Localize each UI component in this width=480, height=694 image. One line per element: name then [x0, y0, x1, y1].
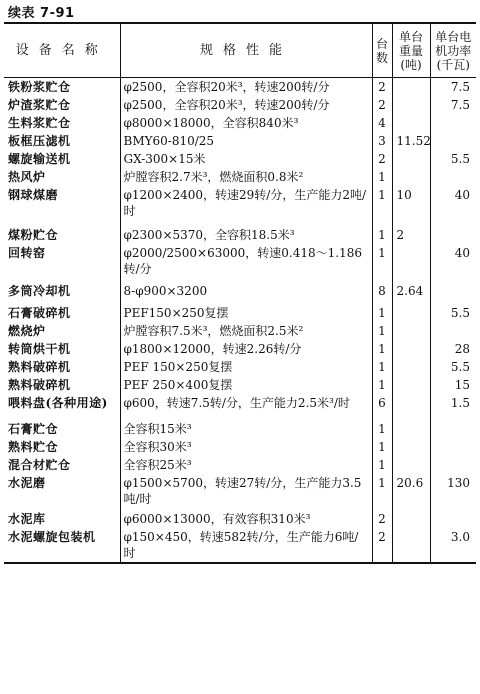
- cell-power: 130: [430, 474, 476, 508]
- cell-weight: [392, 114, 430, 132]
- cell-spec: φ1800×12000，转速2.26转/分: [120, 340, 372, 358]
- cell-spec: 全容积30米³: [120, 438, 372, 456]
- cell-power: [430, 168, 476, 186]
- cell-count: 1: [372, 438, 392, 456]
- cell-power: 40: [430, 244, 476, 278]
- table-row: [4, 376, 476, 394]
- header-name: 设备名称: [4, 23, 120, 78]
- cell-power: 5.5: [430, 358, 476, 376]
- cell-weight: [392, 376, 430, 394]
- table-row: [4, 412, 476, 438]
- header-spec: 规格性能: [120, 23, 372, 78]
- cell-power: [430, 456, 476, 474]
- table-row: [4, 358, 476, 376]
- cell-spec: φ2300×5370，全容积18.5米³: [120, 220, 372, 244]
- table-row: [4, 340, 476, 358]
- cell-name: 钢球煤磨: [8, 188, 59, 202]
- cell-name: 熟料贮仓: [8, 440, 59, 454]
- cell-weight: [392, 412, 430, 438]
- cell-count: 1: [372, 186, 392, 220]
- header-row: [4, 23, 476, 78]
- cell-weight: 2.64: [392, 278, 430, 300]
- cell-count: 6: [372, 394, 392, 412]
- cell-weight: [392, 528, 430, 563]
- cell-spec: 炉膛容积7.5米³，燃烧面积2.5米²: [120, 322, 372, 340]
- cell-weight: [392, 168, 430, 186]
- cell-weight: [392, 508, 430, 528]
- cell-power: [430, 438, 476, 456]
- table-row: [4, 456, 476, 474]
- table-row: [4, 474, 476, 508]
- cell-weight: [392, 96, 430, 114]
- cell-name: 转筒烘干机: [8, 342, 71, 356]
- table-row: [4, 132, 476, 150]
- cell-weight: [392, 150, 430, 168]
- header-weight: 单台重量(吨): [392, 23, 430, 78]
- cell-name: 螺旋输送机: [8, 152, 71, 166]
- cell-power: 5.5: [430, 150, 476, 168]
- cell-name: 水泥磨: [8, 476, 46, 490]
- cell-power: 5.5: [430, 300, 476, 322]
- cell-spec: 8-φ900×3200: [120, 278, 372, 300]
- cell-name: 燃烧炉: [8, 324, 46, 338]
- cell-power: [430, 132, 476, 150]
- cell-count: 8: [372, 278, 392, 300]
- cell-count: 2: [372, 96, 392, 114]
- table-caption: 续表 7-91: [8, 6, 75, 21]
- cell-power: [430, 278, 476, 300]
- cell-weight: [392, 244, 430, 278]
- cell-spec: φ1200×2400，转速29转/分，生产能力2吨/时: [120, 186, 372, 220]
- cell-spec: φ1500×5700，转速27转/分，生产能力3.5吨/时: [120, 474, 372, 508]
- cell-count: 1: [372, 340, 392, 358]
- cell-name: 熟料破碎机: [8, 360, 71, 374]
- cell-spec: 全容积15米³: [120, 412, 372, 438]
- cell-power: 1.5: [430, 394, 476, 412]
- cell-power: 28: [430, 340, 476, 358]
- cell-weight: [392, 300, 430, 322]
- cell-spec: BMY60-810/25: [120, 132, 372, 150]
- table-row: [4, 150, 476, 168]
- cell-spec: φ8000×18000，全容积840米³: [120, 114, 372, 132]
- table-row: [4, 78, 476, 97]
- cell-weight: [392, 340, 430, 358]
- table-row: [4, 438, 476, 456]
- cell-spec: φ600，转速7.5转/分，生产能力2.5米³/时: [120, 394, 372, 412]
- header-power: 单台电机功率(千瓦): [430, 23, 476, 78]
- cell-power: 40: [430, 186, 476, 220]
- cell-spec: 炉膛容积2.7米³，燃烧面积0.8米²: [120, 168, 372, 186]
- cell-weight: 11.52: [392, 132, 430, 150]
- cell-power: 7.5: [430, 78, 476, 97]
- cell-count: 3: [372, 132, 392, 150]
- cell-spec: 全容积25米³: [120, 456, 372, 474]
- cell-count: 2: [372, 78, 392, 97]
- cell-name: 多筒冷却机: [8, 284, 71, 298]
- table-row: [4, 508, 476, 528]
- cell-spec: PEF 150×250复摆: [120, 358, 372, 376]
- table-row: [4, 528, 476, 563]
- cell-name: 回转窑: [8, 246, 46, 260]
- cell-name: 煤粉贮仓: [8, 228, 59, 242]
- table-row: [4, 322, 476, 340]
- cell-weight: 10: [392, 186, 430, 220]
- cell-count: 1: [372, 220, 392, 244]
- cell-spec: PEF150×250复摆: [120, 300, 372, 322]
- cell-count: 1: [372, 168, 392, 186]
- cell-count: 1: [372, 358, 392, 376]
- table-row: [4, 96, 476, 114]
- cell-power: 3.0: [430, 528, 476, 563]
- cell-name: 铁粉浆贮仓: [8, 80, 71, 94]
- cell-count: 1: [372, 474, 392, 508]
- cell-count: 2: [372, 508, 392, 528]
- cell-name: 水泥螺旋包装机: [4, 528, 120, 563]
- table-row: [4, 244, 476, 278]
- cell-count: 4: [372, 114, 392, 132]
- cell-weight: [392, 322, 430, 340]
- cell-power: [430, 220, 476, 244]
- cell-power: [430, 114, 476, 132]
- cell-spec: φ2000/2500×63000，转速0.418～1.186转/分: [120, 244, 372, 278]
- header-count: 台数: [372, 23, 392, 78]
- cell-name: 热风炉: [8, 170, 46, 184]
- cell-name: 石膏贮仓: [8, 422, 59, 436]
- cell-power: [430, 412, 476, 438]
- cell-name: 板框压滤机: [8, 134, 71, 148]
- cell-count: 1: [372, 322, 392, 340]
- table-row: [4, 168, 476, 186]
- cell-spec: φ2500，全容积20米³，转速200转/分: [120, 78, 372, 97]
- cell-power: [430, 322, 476, 340]
- cell-weight: [392, 456, 430, 474]
- cell-name: 熟料破碎机: [8, 378, 71, 392]
- cell-name: 炉渣浆贮仓: [8, 98, 71, 112]
- cell-weight: [392, 438, 430, 456]
- cell-weight: 20.6: [392, 474, 430, 508]
- table-row: [4, 114, 476, 132]
- table-row: [4, 186, 476, 220]
- cell-count: 2: [372, 528, 392, 563]
- equipment-table: [4, 22, 476, 564]
- cell-count: 2: [372, 150, 392, 168]
- cell-name: 生料浆贮仓: [8, 116, 71, 130]
- cell-spec: PEF 250×400复摆: [120, 376, 372, 394]
- cell-spec: φ150×450，转速582转/分，生产能力6吨/时: [120, 528, 372, 563]
- table-row: [4, 220, 476, 244]
- table-row: [4, 278, 476, 300]
- cell-name: 混合材贮仓: [8, 458, 71, 472]
- cell-count: 1: [372, 300, 392, 322]
- cell-power: 15: [430, 376, 476, 394]
- cell-count: 1: [372, 244, 392, 278]
- cell-count: 1: [372, 456, 392, 474]
- cell-name: 水泥库: [8, 512, 46, 526]
- cell-spec: φ2500，全容积20米³，转速200转/分: [120, 96, 372, 114]
- cell-name: 石膏破碎机: [8, 306, 71, 320]
- cell-weight: [392, 358, 430, 376]
- table-row: [4, 394, 476, 412]
- table-row: [4, 300, 476, 322]
- cell-spec: GX-300×15米: [120, 150, 372, 168]
- cell-count: 1: [372, 412, 392, 438]
- cell-weight: [392, 78, 430, 97]
- cell-name: 喂料盘(各种用途): [8, 396, 108, 410]
- cell-power: 7.5: [430, 96, 476, 114]
- cell-count: 1: [372, 376, 392, 394]
- cell-power: [430, 508, 476, 528]
- cell-spec: φ6000×13000，有效容积310米³: [120, 508, 372, 528]
- cell-weight: 2: [392, 220, 430, 244]
- cell-weight: [392, 394, 430, 412]
